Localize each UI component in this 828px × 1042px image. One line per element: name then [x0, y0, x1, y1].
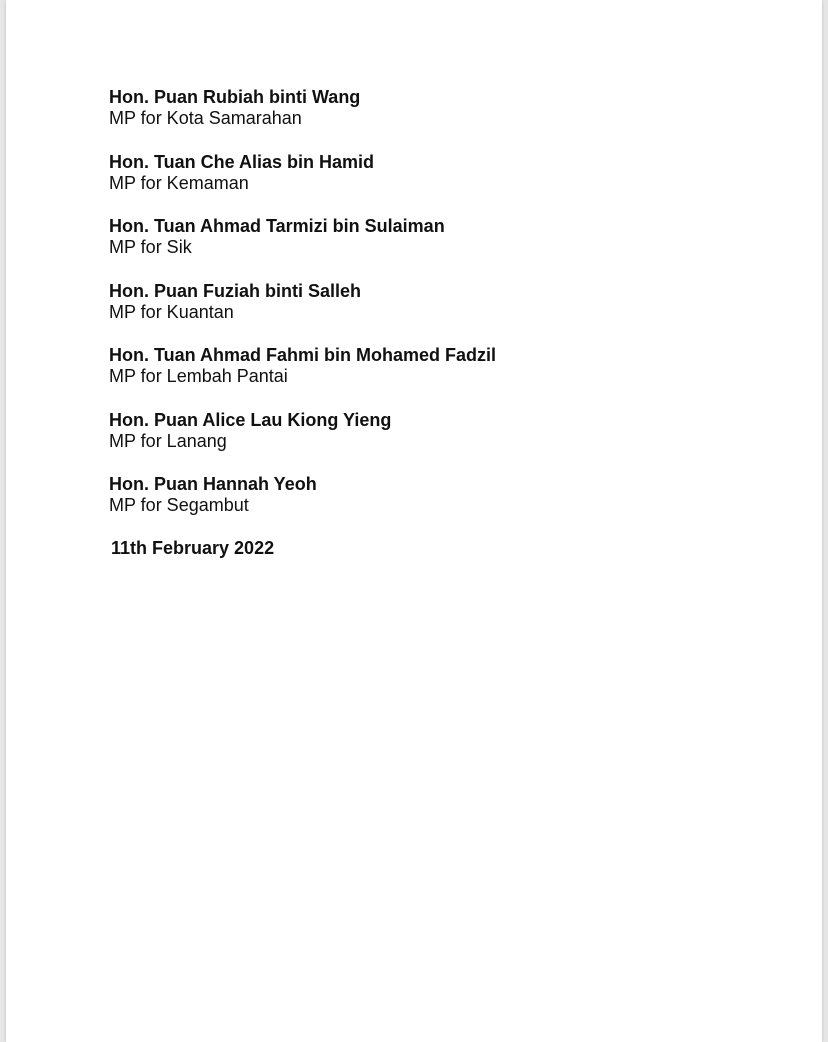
signatory-name: Hon. Puan Hannah Yeoh — [109, 474, 317, 494]
signatory-entry — [109, 281, 749, 346]
signatory-list — [109, 87, 749, 539]
signatory-entry — [109, 87, 749, 152]
signatory-name: Hon. Puan Rubiah binti Wang — [109, 87, 361, 107]
signatory-constituency: MP for Kemaman — [109, 172, 249, 193]
signatory-constituency: MP for Kuantan — [109, 301, 234, 322]
signatory-constituency: MP for Lembah Pantai — [109, 366, 288, 386]
signatory-entry — [109, 216, 749, 281]
signatory-name: Hon. Puan Alice Lau Kiong Yieng — [109, 409, 392, 430]
signatory-constituency: MP for Lanang — [109, 430, 227, 451]
document-date: 11th February 2022 — [111, 538, 275, 558]
signatory-name: Hon. Tuan Che Alias bin Hamid — [109, 151, 375, 172]
signatory-name: Hon. Tuan Ahmad Fahmi bin Mohamed Fadzil — [109, 345, 496, 365]
signatory-name: Hon. Tuan Ahmad Tarmizi bin Sulaiman — [109, 216, 445, 236]
signatory-constituency: MP for Segambut — [109, 495, 249, 515]
signatory-constituency: MP for Kota Samarahan — [109, 108, 302, 128]
signatory-entry — [109, 345, 749, 410]
signatory-entry — [109, 410, 749, 475]
signatory-name: Hon. Puan Fuziah binti Salleh — [109, 280, 362, 301]
signatory-entry — [109, 474, 749, 539]
document-page — [6, 0, 822, 1042]
signatory-entry — [109, 152, 749, 217]
signatory-constituency: MP for Sik — [109, 237, 192, 257]
